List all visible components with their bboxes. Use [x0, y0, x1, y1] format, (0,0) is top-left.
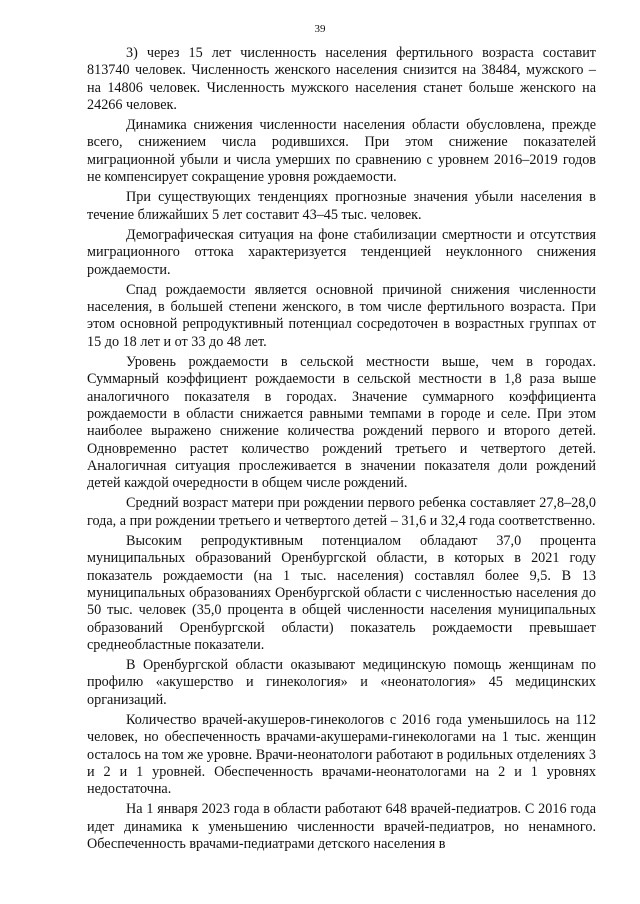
paragraph-mother-average-age: Средний возраст матери при рождении первого ребенка составляет 27,8–28,0 года, а при рождении третьего и четвертого детей – 31,6 и 32,4 года соответственно. — [87, 495, 596, 529]
paragraph-pediatricians-count: На 1 января 2023 года в области работают 648 врачей-педиатров. С 2016 года идет динамика к уменьшению численности врачей-педиатров, но ненамного. Обеспеченность врачами-педиатрами детского населения в — [87, 801, 596, 853]
paragraph-reproductive-potential: Высоким репродуктивным потенциалом обладают 37,0 процента муниципальных образований Оренбургской области, в которых в 2021 году показатель рождаемости (на 1 тыс. населения) составлял более 9,5. В 13 муниципальных образованиях Оренбургской области с численностью населения до 50 тыс. человек (35,0 процента в общей численности населения муниципальных образований Оренбургской области) показатель рождаемости превышает среднеобластные показатели. — [87, 533, 596, 653]
paragraph-obstetricians-count: Количество врачей-акушеров-гинекологов с 2016 года уменьшилось на 112 человек, но обеспеченность врачами-акушерами-гинекологами на 1 тыс. женщин осталось на том же уровне. Врачи-неонатологи работают в родильных отделениях 3 и 2 и 1 уровней. Обеспеченность врачами-неонатологами на 2 и 1 уровнях недостаточна. — [87, 711, 596, 798]
body-text — [87, 45, 596, 856]
paragraph-rural-birth-rate: Уровень рождаемости в сельской местности выше, чем в городах. Суммарный коэффициент рождаемости в сельской местности в 1,8 раза выше аналогичного показателя в городах. Значение суммарного коэффициента рождаемости в области снижается равными темпами в городе и селе. При этом наиболее выражено снижение количества рождений первого и второго детей. Одновременно растет количество рождений третьего и четвертого детей. Аналогичная ситуация прослеживается в значении показателя доли рождений детей каждой очередности в общем числе рождений. — [87, 354, 596, 492]
page-number: 39 — [314, 23, 326, 35]
paragraph-population-loss-forecast: При существующих тенденциях прогнозные значения убыли населения в течение ближайших 5 лет составит 43–45 тыс. человек. — [87, 189, 596, 223]
paragraph-population-decline-dynamics: Динамика снижения численности населения области обусловлена, прежде всего, снижением числа родившихся. При этом снижение показателей миграционной убыли и числа умерших по сравнению с уровнем 2016–2019 годов не компенсирует сокращение уровня рождаемости. — [87, 117, 596, 186]
paragraph-medical-organizations: В Оренбургской области оказывают медицинскую помощь женщинам по профилю «акушерство и гинекология» и «неонатология» 45 медицинских организаций. — [87, 657, 596, 708]
paragraph-fertile-age-forecast: 3) через 15 лет численность населения фертильного возраста составит 813740 человек. Численность женского населения снизится на 38484, мужского – на 14806 человек. Численность мужского населения станет больше женского на 24266 человек. — [87, 45, 596, 113]
paragraph-demographic-situation: Демографическая ситуация на фоне стабилизации смертности и отсутствия миграционного оттока характеризуется тенденцией неуклонного снижения рождаемости. — [87, 226, 596, 278]
paragraph-birth-rate-decline: Спад рождаемости является основной причиной снижения численности населения, в большей степени женского, в том числе фертильного возраста. При этом основной репродуктивный потенциал сосредоточен в возрастных группах от 15 до 18 лет и от 33 до 48 лет. — [87, 281, 596, 350]
